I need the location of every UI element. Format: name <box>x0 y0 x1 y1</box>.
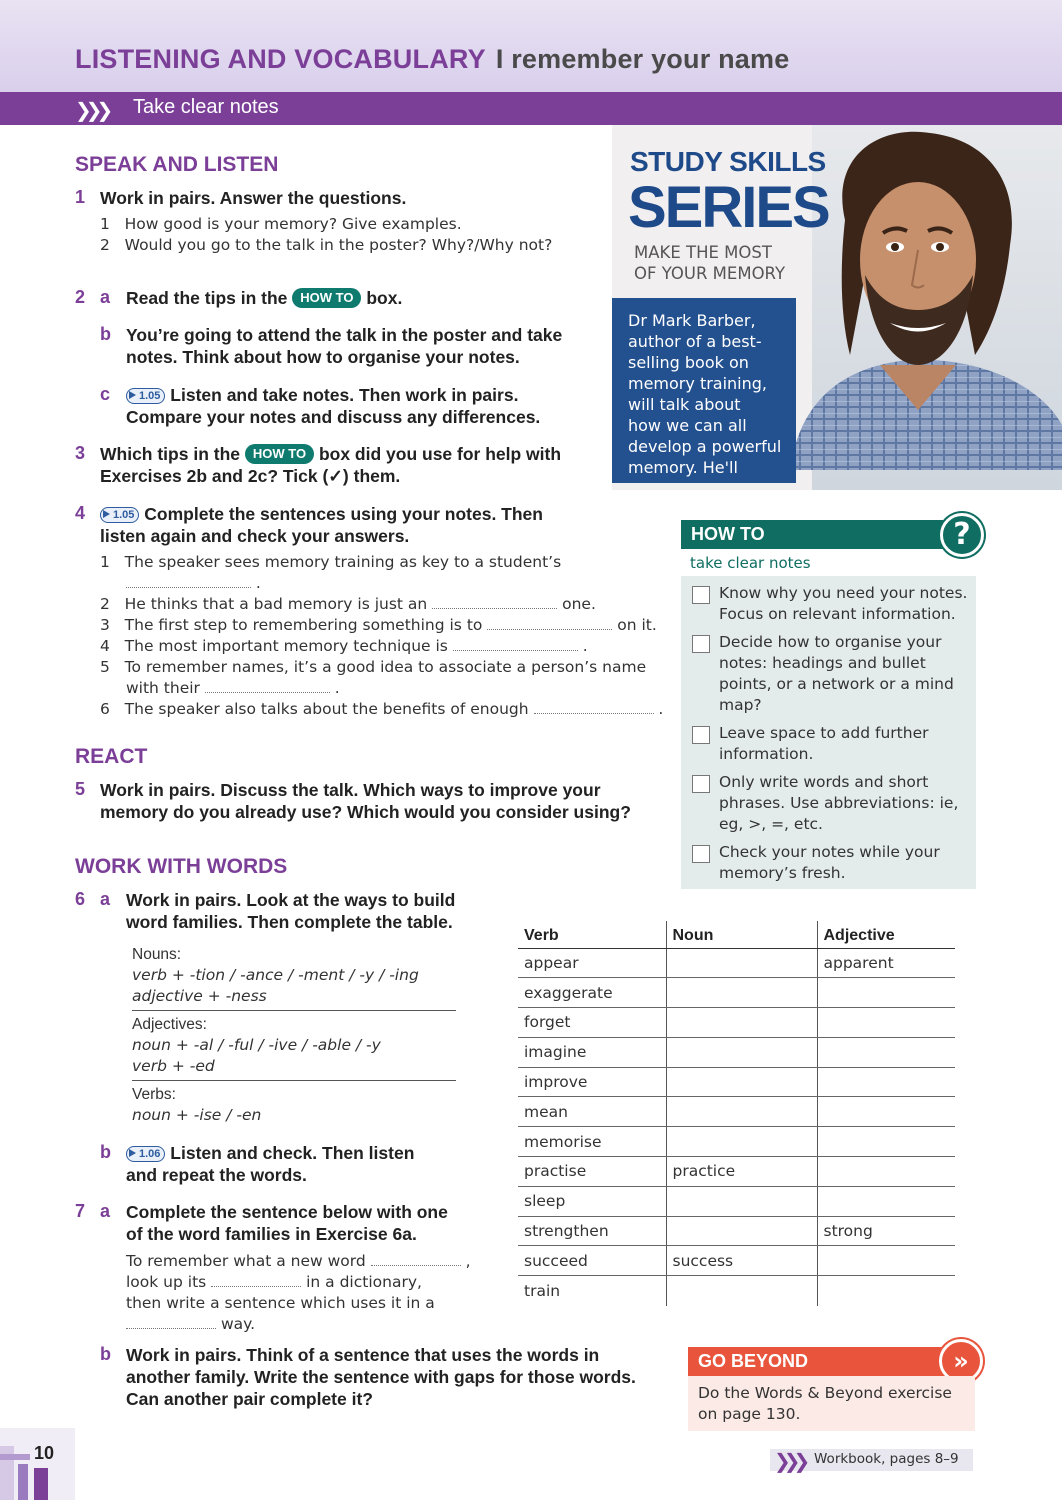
table-row <box>518 1127 955 1157</box>
table-row <box>518 948 955 978</box>
q7a-sentence: way. <box>126 1314 255 1335</box>
question-mark-icon: ? <box>940 513 984 557</box>
poster-subtitle: MAKE THE MOST OF YOUR MEMORY <box>634 243 786 283</box>
q4-item: 3 The first step to remembering something is to on it. <box>100 616 657 634</box>
q4-instruction: 1.05 Complete the sentences using your notes. Then listen again and check your answers. <box>100 504 543 546</box>
speak-heading: SPEAK AND LISTEN <box>75 153 279 176</box>
answer-gap[interactable] <box>211 1273 301 1287</box>
section-title: LISTENING AND VOCABULARY <box>75 44 486 74</box>
column-header: Adjective <box>817 921 955 948</box>
noun-cell[interactable] <box>666 1127 817 1157</box>
verb-cell: forget <box>518 1008 666 1038</box>
tip-text: Leave space to add further information. <box>719 724 929 763</box>
adjectives-rule: verb + -ed <box>132 1056 456 1081</box>
q3-number: 3 <box>75 443 86 463</box>
gobeyond-header <box>688 1347 950 1376</box>
noun-cell: practice <box>666 1157 817 1187</box>
word-family-table <box>518 921 955 1306</box>
triple-chevron-icon: ❯❯❯ <box>75 98 108 122</box>
tip-checkbox[interactable] <box>692 845 710 863</box>
banner <box>0 92 1062 125</box>
table-row <box>518 978 955 1008</box>
tip-checkbox[interactable] <box>692 635 710 653</box>
howto-title: HOW TO <box>691 524 765 544</box>
howto-subtitle: take clear notes <box>690 554 811 572</box>
adjective-cell: apparent <box>817 948 955 978</box>
verb-cell: sleep <box>518 1186 666 1216</box>
answer-gap[interactable] <box>453 637 578 651</box>
adjective-cell[interactable] <box>817 1097 955 1127</box>
nouns-rule: verb + -tion / -ance / -ment / -y / -ing <box>132 966 419 984</box>
tip-checkbox[interactable] <box>692 775 710 793</box>
triple-chevron-icon: ❯❯❯ <box>774 1449 804 1473</box>
q4-item-cont: with their . <box>126 679 340 697</box>
banner-text: Take clear notes <box>133 96 279 118</box>
table-header-row <box>518 921 955 948</box>
adjective-cell[interactable] <box>817 1276 955 1306</box>
verb-cell: strengthen <box>518 1216 666 1246</box>
noun-cell[interactable] <box>666 978 817 1008</box>
adjective-cell[interactable] <box>817 1157 955 1187</box>
page-number: 10 <box>34 1443 55 1463</box>
verb-cell: improve <box>518 1067 666 1097</box>
poster-blurb: Dr Mark Barber, author of a best- selling book on memory training, will talk about how we can all develop a powerful memory. He'll <box>628 311 782 477</box>
gobeyond-title: GO BEYOND <box>698 1351 809 1371</box>
poster-title-large: SERIES <box>628 175 829 240</box>
tip-text: Check your notes while your memory’s fresh. <box>719 843 940 882</box>
noun-cell[interactable] <box>666 1008 817 1038</box>
audio-track-button[interactable]: 1.05 <box>100 507 139 523</box>
workbook-reference[interactable] <box>770 1449 973 1471</box>
q7-number: 7 <box>75 1201 86 1221</box>
column-header: Verb <box>518 921 666 948</box>
q4-item: 5 To remember names, it’s a good idea to associate a person’s name <box>100 658 647 676</box>
corner-decoration <box>0 1428 80 1500</box>
q4-item: 2 He thinks that a bad memory is just an one. <box>100 595 596 613</box>
adjectives-rule: noun + -al / -ful / -ive / -able / -y <box>132 1036 381 1054</box>
play-icon <box>103 510 110 518</box>
q1-number: 1 <box>75 187 86 207</box>
adjective-cell: strong <box>817 1216 955 1246</box>
adjective-cell[interactable] <box>817 978 955 1008</box>
q3-instruction: Which tips in the HOW TO box did you use for help with Exercises 2b and 2c? Tick (✓) them. <box>100 444 562 486</box>
play-icon <box>129 1149 136 1157</box>
verb-cell: mean <box>518 1097 666 1127</box>
table-row <box>518 1067 955 1097</box>
q7a-instruction: Complete the sentence below with one of the word families in Exercise 6a. <box>126 1202 448 1244</box>
q2c-letter: c <box>100 384 111 404</box>
lesson-title: I remember your name <box>495 44 790 74</box>
table-row <box>518 1097 955 1127</box>
noun-cell[interactable] <box>666 1186 817 1216</box>
gobeyond-text: Do the Words & Beyond exercise on page 130. <box>698 1384 952 1423</box>
q1-instruction: Work in pairs. Answer the questions. <box>100 188 407 208</box>
verb-cell: imagine <box>518 1037 666 1067</box>
q7b-instruction: Work in pairs. Think of a sentence that uses the words in another family. Write the sentence with gaps for those words. Can another pair complete it? <box>126 1345 636 1409</box>
q6b-instruction: 1.06 Listen and check. Then listen and repeat the words. <box>126 1143 415 1185</box>
q2b-instruction: You’re going to attend the talk in the poster and take notes. Think about how to organise your notes. <box>126 325 563 367</box>
q7a-sentence: To remember what a new word , <box>126 1252 471 1270</box>
verb-cell: practise <box>518 1157 666 1187</box>
q2c-instruction: 1.05 Listen and take notes. Then work in pairs. Compare your notes and discuss any differences. <box>126 385 541 427</box>
table-row <box>518 1037 955 1067</box>
tip-checkbox[interactable] <box>692 586 710 604</box>
tip-text: Decide how to organise your notes: headings and bullet points, or a network or a mind map? <box>719 633 954 714</box>
q4-number: 4 <box>75 503 86 523</box>
adjective-cell[interactable] <box>817 1067 955 1097</box>
adjective-cell[interactable] <box>817 1246 955 1276</box>
q5-number: 5 <box>75 779 86 799</box>
fast-forward-icon: » <box>939 1339 983 1383</box>
table-row <box>518 1008 955 1038</box>
poster-title: STUDY SKILLS <box>630 146 826 177</box>
tip-checkbox[interactable] <box>692 726 710 744</box>
noun-cell[interactable] <box>666 1216 817 1246</box>
workbook-label: Workbook, pages 8–9 <box>814 1451 959 1467</box>
howto-header <box>681 520 943 549</box>
table-body <box>518 948 955 1306</box>
adjective-cell[interactable] <box>817 1037 955 1067</box>
verbs-rule: noun + -ise / -en <box>132 1106 262 1124</box>
verb-cell: appear <box>518 948 666 978</box>
q4-gap[interactable]: . <box>126 573 261 594</box>
play-icon <box>129 391 136 399</box>
q2a-letter: a <box>100 287 111 307</box>
q6a-instruction: Work in pairs. Look at the ways to build word families. Then complete the table. <box>126 890 456 932</box>
table-row <box>518 1276 955 1306</box>
q6b-letter: b <box>100 1142 111 1162</box>
nouns-heading: Nouns: <box>132 946 182 963</box>
answer-gap[interactable] <box>126 1315 216 1329</box>
column-header: Noun <box>666 921 817 948</box>
verb-cell: exaggerate <box>518 978 666 1008</box>
audio-track-button[interactable]: 1.06 <box>126 1146 165 1162</box>
howto-pill: HOW TO <box>245 444 314 464</box>
q6a-letter: a <box>100 889 111 909</box>
q2b-letter: b <box>100 324 111 344</box>
q7a-sentence: then write a sentence which uses it in a <box>126 1294 435 1312</box>
q7a-letter: a <box>100 1201 111 1221</box>
q7b-letter: b <box>100 1344 111 1364</box>
react-heading: REACT <box>75 745 148 768</box>
q7a-sentence: look up its in a dictionary, <box>126 1273 422 1291</box>
answer-gap[interactable] <box>487 616 612 630</box>
verb-cell: succeed <box>518 1246 666 1276</box>
q1-item: 1 How good is your memory? Give examples. <box>100 215 462 233</box>
howto-pill: HOW TO <box>292 288 361 308</box>
q1-item: 2 Would you go to the talk in the poster? Why?/Why not? <box>100 236 553 254</box>
page-title <box>75 44 789 75</box>
verb-cell: train <box>524 1281 561 1300</box>
nouns-rule: adjective + -ness <box>132 986 456 1011</box>
q4-item: 4 The most important memory technique is . <box>100 637 588 655</box>
noun-cell[interactable] <box>666 1097 817 1127</box>
noun-cell[interactable] <box>666 948 817 978</box>
q2a-instruction: Read the tips in the HOW TO box. <box>126 288 403 308</box>
q6-number: 6 <box>75 889 86 909</box>
answer-gap[interactable] <box>432 595 557 609</box>
q5-instruction: Work in pairs. Discuss the talk. Which ways to improve your memory do you already use? Which would you consider using? <box>100 780 631 822</box>
noun-cell[interactable] <box>666 1067 817 1097</box>
answer-gap[interactable] <box>534 700 654 714</box>
adjectives-heading: Adjectives: <box>132 1016 207 1033</box>
table-row <box>518 1216 955 1246</box>
noun-cell[interactable] <box>666 1276 817 1306</box>
adjective-cell[interactable] <box>817 1008 955 1038</box>
suffix-rules <box>132 944 456 1126</box>
table-row <box>518 1157 955 1187</box>
noun-cell: success <box>666 1246 817 1276</box>
adjective-cell[interactable] <box>817 1127 955 1157</box>
q2-number: 2 <box>75 287 86 307</box>
q4-item: 6 The speaker also talks about the benefits of enough . <box>100 700 664 718</box>
table-row <box>518 1246 955 1276</box>
words-heading: WORK WITH WORDS <box>75 855 288 878</box>
answer-gap[interactable] <box>205 679 330 693</box>
tip-text: Know why you need your notes. Focus on relevant information. <box>719 584 968 623</box>
answer-gap[interactable] <box>371 1252 461 1266</box>
audio-track-button[interactable]: 1.05 <box>126 388 165 404</box>
verb-cell: memorise <box>518 1127 666 1157</box>
table-row <box>518 1186 955 1216</box>
noun-cell[interactable] <box>666 1037 817 1067</box>
tip-text: Only write words and short phrases. Use abbreviations: ie, eg, >, =, etc. <box>719 773 959 833</box>
verbs-heading: Verbs: <box>132 1086 176 1103</box>
adjective-cell[interactable] <box>817 1186 955 1216</box>
q4-item: 1 The speaker sees memory training as key to a student’s <box>100 553 562 571</box>
